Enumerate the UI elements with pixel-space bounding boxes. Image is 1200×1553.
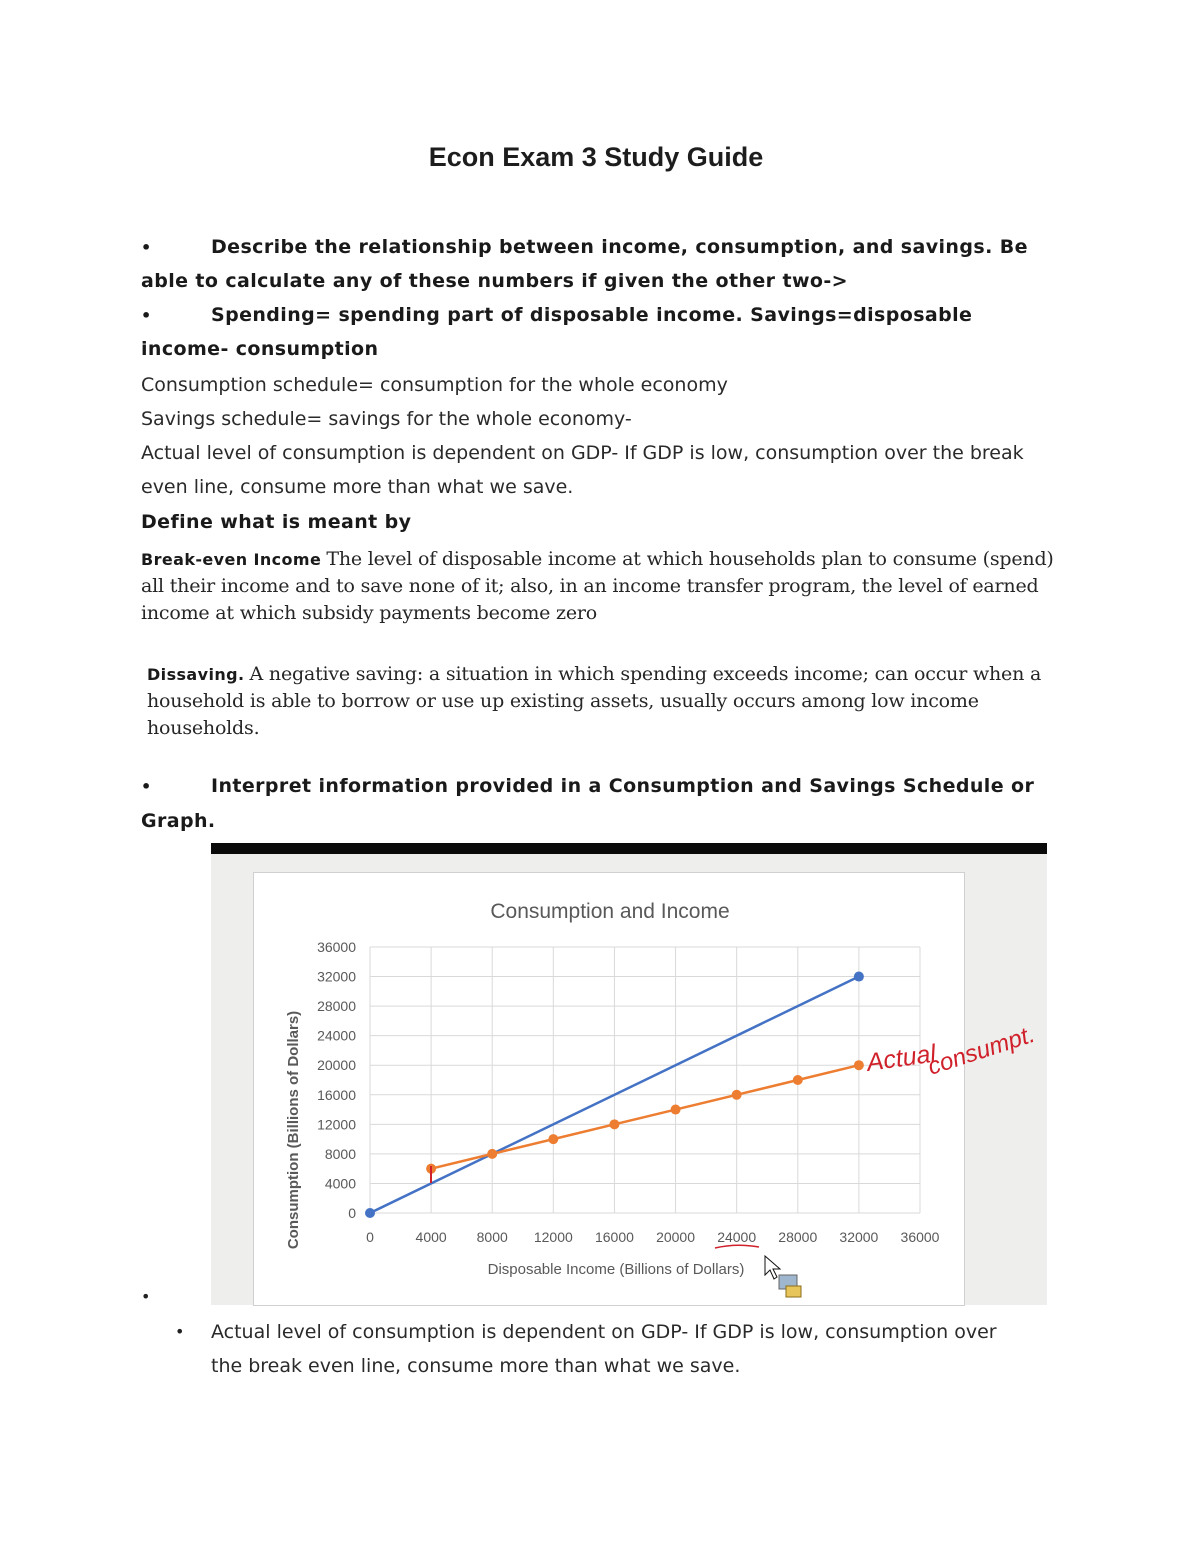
- page-title: Econ Exam 3 Study Guide: [428, 142, 764, 172]
- x-tick-label: 32000: [839, 1229, 879, 1245]
- point-consumption: [732, 1090, 742, 1100]
- chart-title: Consumption and Income: [490, 900, 730, 923]
- bullet-glyph: •: [141, 306, 152, 325]
- x-tick-label: 24000: [717, 1229, 757, 1245]
- chart-screenshot: [211, 843, 1047, 1305]
- point-consumption: [548, 1134, 558, 1144]
- bullet-interpret-cont: Graph.: [141, 810, 216, 832]
- point-45-degree: [365, 1208, 375, 1218]
- point-consumption: [671, 1105, 681, 1115]
- note-consumption-schedule: Consumption schedule= consumption for the whole economy: [141, 374, 728, 396]
- y-tick-label: 4000: [324, 1175, 356, 1192]
- annotation-actual: Actual: [864, 1039, 938, 1077]
- consumption-income-chart: [254, 873, 964, 1305]
- x-tick-label: 28000: [778, 1229, 818, 1245]
- y-tick-label: 28000: [317, 998, 356, 1015]
- y-tick-label: 12000: [317, 1116, 356, 1133]
- bullet-interpret: • Interpret information provided in a Consumption and Savings Schedule or: [141, 775, 1035, 797]
- annotation-consumption: consumpt.: [924, 1020, 1039, 1081]
- y-tick-label: 36000: [317, 939, 356, 955]
- y-axis-label: Consumption (Billions of Dollars): [285, 1010, 302, 1250]
- define-heading: Define what is meant by: [141, 511, 412, 533]
- point-consumption: [487, 1149, 497, 1159]
- y-tick-label: 32000: [317, 968, 356, 985]
- point-consumption: [609, 1119, 619, 1129]
- x-tick-label: 0: [366, 1229, 374, 1245]
- x-axis-label: Disposable Income (Billions of Dollars): [487, 1261, 745, 1278]
- y-tick-label: 0: [348, 1205, 356, 1221]
- break-even-text: The level of disposable income at which households plan to consume (spend) all their income and to save none of it; also, in an income transfer program, the level of earned income at which subsidy payments become zero: [141, 548, 1054, 624]
- bullet-glyph: •: [141, 238, 152, 257]
- point-consumption: [793, 1075, 803, 1085]
- point-45-degree: [854, 972, 864, 982]
- y-tick-label: 16000: [317, 1086, 356, 1103]
- x-tick-label: 4000: [415, 1229, 447, 1245]
- note-savings-schedule: Savings schedule= savings for the whole economy-: [141, 408, 632, 430]
- empty-bullet: •: [141, 1287, 151, 1306]
- x-tick-label: 36000: [900, 1229, 940, 1245]
- break-even-definition: [141, 546, 1066, 627]
- point-consumption: [426, 1164, 436, 1174]
- sub-bullet-glyph: •: [175, 1322, 185, 1341]
- note-actual-consumption-cont: even line, consume more than what we save.: [141, 476, 574, 498]
- note-actual-consumption: Actual level of consumption is dependent on GDP- If GDP is low, consumption over the break: [141, 442, 1024, 464]
- final-bullet-text: Actual level of consumption is dependent on GDP- If GDP is low, consumption over: [211, 1321, 997, 1343]
- chart-top-bar: [211, 843, 1047, 854]
- x-tick-label: 20000: [656, 1229, 696, 1245]
- dissaving-term: Dissaving.: [147, 665, 245, 684]
- final-bullet-text-cont: the break even line, consume more than what we save.: [211, 1355, 741, 1377]
- bullet-describe-relationship-cont: able to calculate any of these numbers if given the other two->: [141, 270, 848, 292]
- point-consumption: [854, 1060, 864, 1070]
- dissaving-definition: [147, 661, 1072, 742]
- dissaving-text: A negative saving: a situation in which spending exceeds income; can occur when a household is able to borrow or use up existing assets, usually occurs among low income households.: [147, 663, 1042, 739]
- chart-panel: [253, 872, 965, 1306]
- bullet-spending: • Spending= spending part of disposable income. Savings=disposable: [141, 304, 973, 326]
- y-tick-label: 8000: [324, 1145, 356, 1162]
- break-even-term: Break-even Income: [141, 550, 322, 569]
- x-tick-label: 12000: [533, 1229, 573, 1245]
- bullet-spending-cont: income- consumption: [141, 338, 379, 360]
- x-tick-label: 8000: [476, 1229, 508, 1245]
- bullet-describe-relationship: • Describe the relationship between income, consumption, and savings. Be: [141, 236, 1028, 258]
- y-tick-label: 20000: [317, 1057, 356, 1074]
- y-tick-label: 24000: [317, 1027, 356, 1044]
- x-tick-label: 16000: [594, 1229, 634, 1245]
- bullet-glyph: •: [141, 777, 152, 796]
